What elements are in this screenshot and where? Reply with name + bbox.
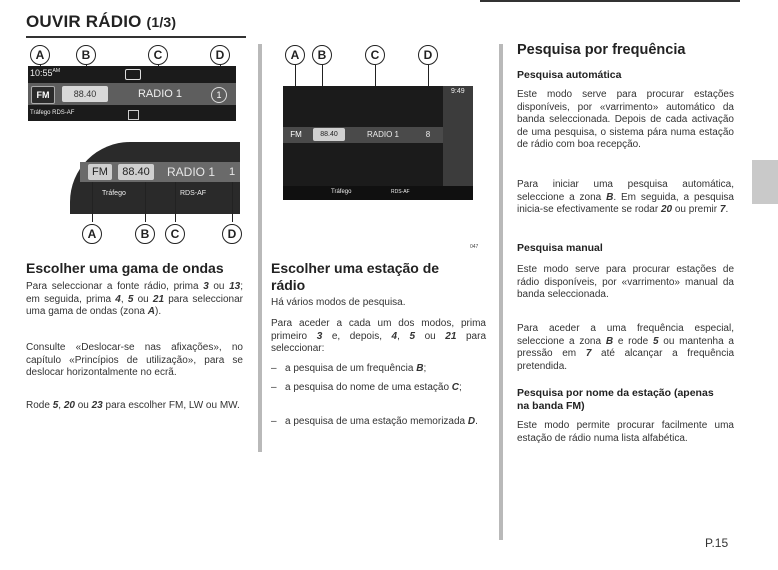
column-divider-left bbox=[258, 44, 262, 452]
title-text: OUVIR RÁDIO bbox=[26, 12, 142, 31]
column-divider-right bbox=[499, 44, 503, 540]
clock-time: 10:55 bbox=[30, 68, 53, 78]
band-chip-2: FM bbox=[88, 164, 112, 180]
name-paragraph-1: Este modo permite procurar facilmente uma estação de rádio numa lista alfabética. bbox=[517, 420, 734, 444]
leader-b2 bbox=[145, 182, 146, 222]
display-screen-1 bbox=[28, 66, 236, 121]
wave-band-paragraph-3: Rode 5, 20 ou 23 para escolher FM, LW ou MW. bbox=[26, 400, 240, 411]
preset-2: 1 bbox=[228, 166, 236, 178]
station-name: RADIO 1 bbox=[137, 88, 182, 100]
section-title-station: Escolher uma estação de rádio bbox=[271, 260, 440, 293]
callout-d3: D bbox=[418, 45, 438, 65]
list-item-name: a pesquisa do nome de uma estação C; bbox=[285, 382, 462, 393]
traffic-label-2: Tráfego bbox=[102, 190, 126, 197]
screen-sidebar bbox=[443, 86, 473, 186]
title-underline bbox=[26, 36, 246, 38]
auto-paragraph-1: Este modo serve para procurar estações disponíveis, por «varrimento» automático da banda seleccionada. Depois de cada activação de uma pesquisa, o sistema pára numa estação de rádio com boa recepção. bbox=[517, 89, 734, 150]
freq-chip: 88.40 bbox=[62, 86, 108, 102]
rds-label-3: RDS-AF bbox=[391, 189, 410, 195]
station-name-3: RADIO 1 bbox=[366, 130, 399, 139]
list-dash: – bbox=[271, 416, 277, 427]
band-chip-3: FM bbox=[290, 130, 302, 139]
callout-a: A bbox=[30, 45, 50, 65]
display-screen-3 bbox=[283, 86, 473, 200]
list-item-preset: a pesquisa de uma estação memorizada D. bbox=[285, 416, 478, 427]
status-bar-3 bbox=[283, 186, 473, 200]
preset-icon: 1 bbox=[211, 87, 227, 103]
subheading-auto: Pesquisa automática bbox=[517, 69, 622, 81]
callout-d: D bbox=[210, 45, 230, 65]
traffic-text: Tráfego bbox=[30, 110, 51, 116]
rds-text: RDS-AF bbox=[52, 110, 75, 116]
traffic-label-3: Tráfego bbox=[331, 189, 352, 195]
callout-a3: A bbox=[285, 45, 305, 65]
leader-c2 bbox=[175, 182, 176, 222]
list-item-frequency: a pesquisa de um frequência B; bbox=[285, 363, 427, 374]
traffic-label bbox=[30, 110, 74, 116]
freq-chip-2: 88.40 bbox=[118, 164, 154, 180]
clock-suffix: AM bbox=[52, 68, 61, 74]
page-title bbox=[26, 12, 176, 32]
subheading-station-name: Pesquisa por nome da estação (apenas na banda FM) bbox=[517, 387, 714, 412]
subheading-manual: Pesquisa manual bbox=[517, 242, 603, 254]
wave-band-paragraph-1: Para seleccionar a fonte rádio, prima 3 ou 13; em seguida, prima 4, 5 ou 21 para seleccionar uma gama de ondas (zona A). bbox=[26, 281, 243, 317]
list-dash: – bbox=[271, 382, 277, 393]
callout-a2: A bbox=[82, 224, 102, 244]
display-screen-2 bbox=[30, 142, 240, 214]
figure-code: 047 bbox=[470, 244, 479, 250]
side-thumb-tab bbox=[752, 160, 778, 204]
callout-c2: C bbox=[165, 224, 185, 244]
station-paragraph-1: Há vários modos de pesquisa. bbox=[271, 297, 406, 308]
station-name-2: RADIO 1 bbox=[166, 165, 215, 179]
page-number: P.15 bbox=[705, 536, 729, 550]
callout-b: B bbox=[76, 45, 96, 65]
leader-a2 bbox=[92, 182, 93, 222]
top-rule bbox=[480, 0, 740, 2]
auto-paragraph-2: Para iniciar uma pesquisa automática, seleccione a zona B. Em seguida, a pesquisa inicia-se efectivamente se rodar 20 ou premir 7. bbox=[517, 179, 734, 215]
list-dash: – bbox=[271, 363, 277, 374]
wave-band-paragraph-2: Consulte «Deslocar-se nas afixações», no capítulo «Princípios de utilização», para se deslocar horizontalmente no ecrã. bbox=[26, 342, 243, 378]
clock bbox=[30, 68, 60, 78]
section-title-wave-band: Escolher uma gama de ondas bbox=[26, 260, 224, 276]
freq-chip-3: 88.40 bbox=[313, 128, 345, 141]
info-icon bbox=[128, 110, 139, 120]
band-chip: FM bbox=[31, 86, 55, 104]
section-title-frequency: Pesquisa por frequência bbox=[517, 42, 686, 58]
callout-d2: D bbox=[222, 224, 242, 244]
callout-b3: B bbox=[312, 45, 332, 65]
title-part: (1/3) bbox=[146, 14, 177, 30]
station-paragraph-2: Para aceder a cada um dos modos, prima primeiro 3 e, depois, 4, 5 ou 21 para seleccionar: bbox=[271, 318, 487, 354]
manual-paragraph-2: Para aceder a uma frequência especial, seleccione a zona B e rode 5 ou mantenha a pressão em 7 até alcançar a frequência pretendida. bbox=[517, 323, 735, 372]
leader-d2 bbox=[232, 182, 233, 222]
preset-3: 8 bbox=[425, 130, 431, 139]
callout-c: C bbox=[148, 45, 168, 65]
manual-paragraph-1: Este modo serve para procurar estações de rádio disponíveis, por «varrimento» manual da banda seleccionada. bbox=[517, 264, 734, 300]
callout-c3: C bbox=[365, 45, 385, 65]
radio-icon bbox=[125, 69, 141, 80]
clock-3: 9:49 bbox=[451, 88, 465, 95]
callout-b2: B bbox=[135, 224, 155, 244]
rds-label-2: RDS-AF bbox=[180, 190, 207, 197]
